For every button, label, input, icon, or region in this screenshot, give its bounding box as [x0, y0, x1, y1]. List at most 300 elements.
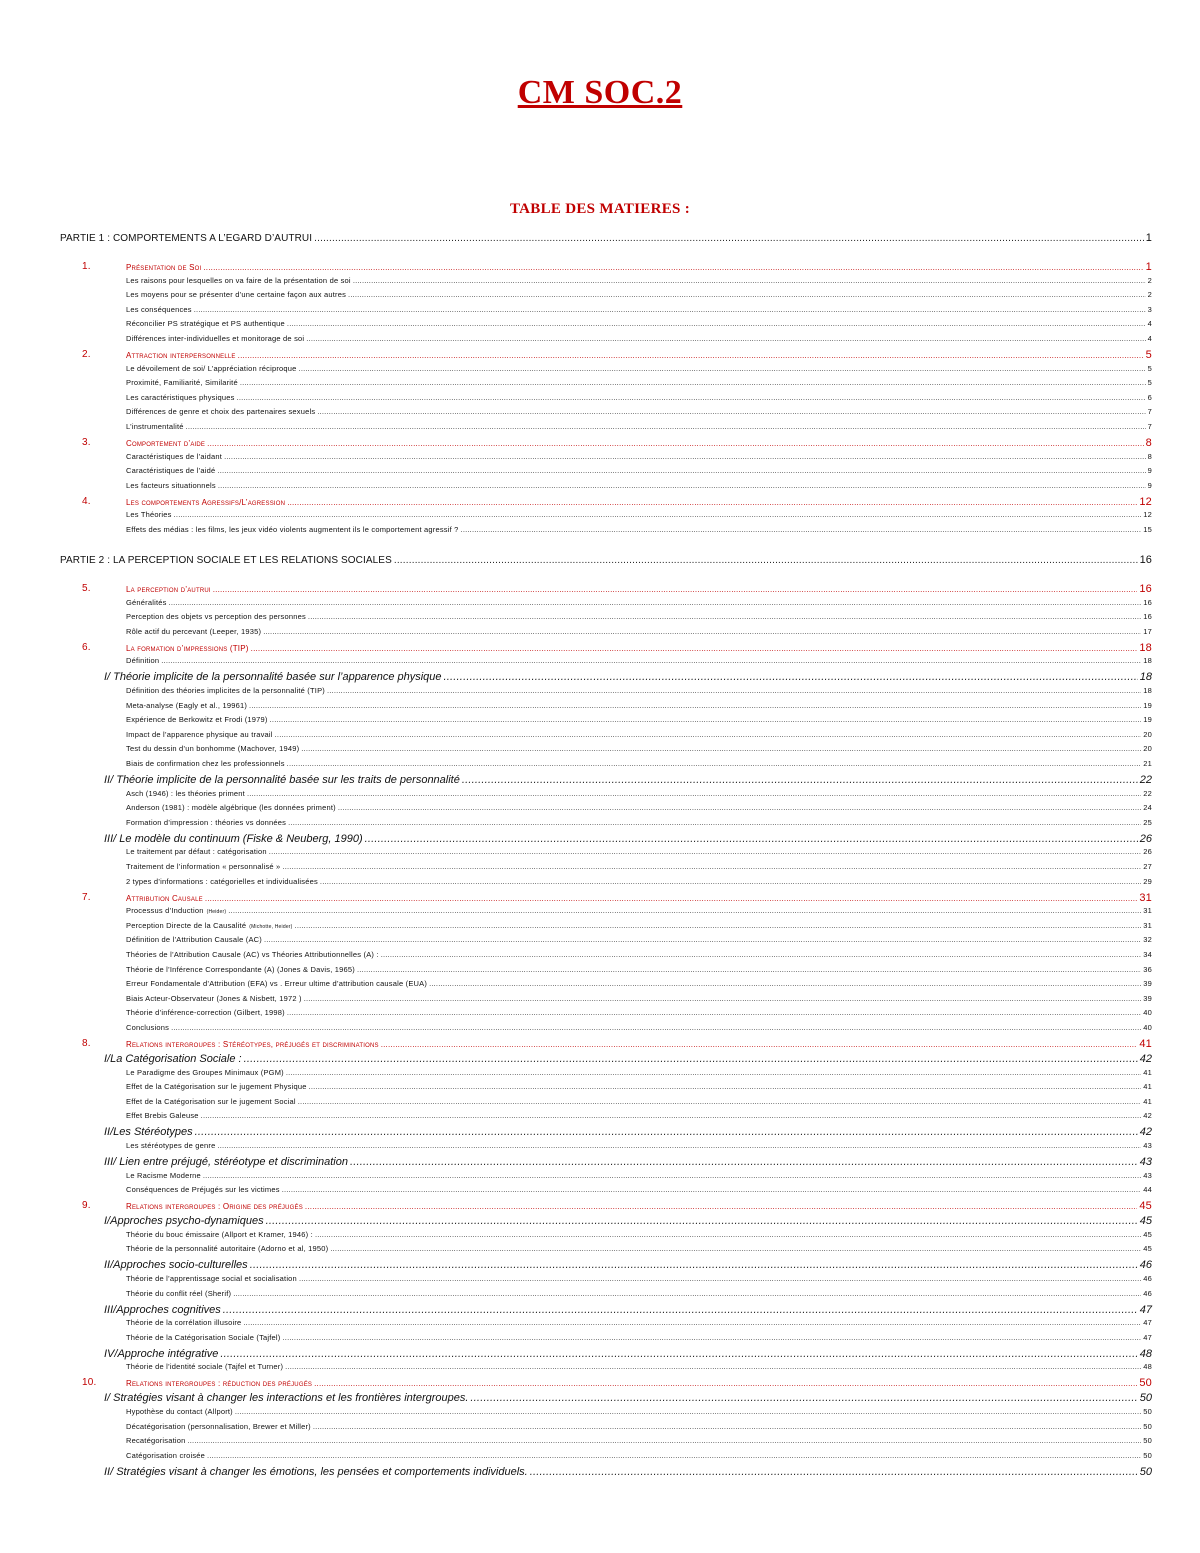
toc-entry-section[interactable]: [82, 349, 1152, 361]
toc-entry-item[interactable]: [126, 1274, 1152, 1283]
toc-heading: TABLE DES MATIERES :: [509, 201, 691, 217]
toc-section-number: 7.: [82, 891, 91, 903]
toc-entry-label: Effet de la Catégorisation sur le jugement Social: [126, 1096, 296, 1106]
toc-section-number: 3.: [82, 437, 91, 448]
toc-page-number: 36: [1143, 964, 1152, 974]
toc-entry-label: Rôle actif du percevant (Leeper, 1935): [126, 626, 262, 636]
toc-entry-label: I/ Stratégies visant à changer les interactions et les frontières intergroupes.: [104, 1392, 469, 1405]
toc-entry-label: Impact de l’apparence physique au travail: [126, 729, 273, 739]
toc-page-number: 26: [1139, 832, 1152, 845]
toc-entry-label: Théorie de la personnalité autoritaire (Adorno et al, 1950): [126, 1244, 329, 1254]
toc-entry-item[interactable]: [126, 525, 1152, 534]
toc-page-number: 5: [1147, 378, 1152, 388]
toc-entry-item[interactable]: [126, 1141, 1152, 1150]
toc-entry-label: Les comportements Agressifs/L’agression: [126, 497, 286, 507]
toc-entry-item[interactable]: [126, 759, 1152, 768]
toc-entry-label: Traitement de l’information « personnalisé »: [126, 862, 281, 871]
toc-entry-label: Théorie de l’Inférence Correspondante (A) (Jones & Davis, 1965): [126, 964, 355, 974]
toc-page-number: 1: [1145, 232, 1152, 244]
toc-dot-leader: [299, 1274, 1141, 1283]
toc-dot-leader: [338, 803, 1141, 812]
toc-entry-section[interactable]: [82, 1038, 1152, 1050]
toc-entry-label: Recatégorisation: [126, 1436, 186, 1446]
toc-dot-leader: [287, 1008, 1141, 1017]
toc-dot-leader: [266, 1215, 1138, 1227]
toc-entry-label: Définition: [126, 656, 160, 666]
toc-entry-roman[interactable]: [104, 774, 1152, 786]
toc-entry-label: Effet de la Catégorisation sur le jugement Physique: [126, 1082, 307, 1092]
toc-dot-leader: [205, 894, 1138, 903]
toc-entry-label: Théorie de la corrélation illusoire: [126, 1318, 242, 1328]
toc-entry-label: Théorie de l’apprentissage social et socialisation: [126, 1274, 297, 1283]
toc-page-number: 48: [1143, 1362, 1152, 1372]
toc-page-number: 46: [1143, 1288, 1152, 1298]
toc-page-number: 16: [1143, 612, 1152, 622]
toc-section-number: 2.: [82, 349, 91, 360]
toc-entry-item[interactable]: [126, 921, 1152, 930]
toc-dot-leader: [207, 1451, 1141, 1460]
toc-dot-leader: [313, 1422, 1141, 1431]
toc-page-number: 45: [1139, 1215, 1152, 1228]
toc-entry-label: Attribution Causale: [126, 893, 203, 903]
toc-entry-item[interactable]: [126, 965, 1152, 974]
toc-page-number: 50: [1143, 1421, 1152, 1431]
toc-page-number: 7: [1147, 422, 1152, 431]
toc-dot-leader: [298, 1097, 1141, 1106]
toc-page-number: 50: [1139, 1392, 1152, 1405]
toc-dot-leader: [381, 950, 1142, 959]
toc-entry-roman[interactable]: [104, 1156, 1152, 1168]
toc-dot-leader: [228, 906, 1141, 915]
toc-page-number: 18: [1143, 656, 1152, 666]
toc-entry-item[interactable]: [126, 1068, 1152, 1077]
toc-entry-label: Les conséquences: [126, 304, 192, 314]
toc-entry-label: Les Théories: [126, 510, 172, 520]
toc-entry-item[interactable]: [126, 1318, 1152, 1327]
toc-entry-roman[interactable]: [104, 1126, 1152, 1138]
toc-page-number: 27: [1143, 862, 1152, 871]
toc-entry-label: Les caractéristiques physiques: [126, 392, 235, 402]
toc-entry-label: La perception d’autrui: [126, 585, 211, 594]
toc-page-number: 25: [1143, 817, 1152, 827]
toc-entry-item[interactable]: [126, 481, 1152, 490]
toc-entry-label: Théorie du bouc émissaire (Allport et Kramer, 1946) :: [126, 1229, 313, 1239]
toc-entry-item[interactable]: [126, 276, 1152, 285]
toc-page-number: 50: [1139, 1465, 1152, 1478]
toc-entry-item[interactable]: [126, 598, 1152, 607]
toc-entry-label: Différences inter-individuelles et monitorage de soi: [126, 334, 305, 343]
toc-dot-leader: [295, 921, 1142, 930]
toc-page-number: 26: [1143, 847, 1152, 857]
toc-page-number: 5: [1147, 363, 1152, 373]
toc-page-number: 32: [1143, 935, 1152, 945]
toc-entry-item[interactable]: [126, 789, 1152, 798]
toc-page-number: 22: [1139, 774, 1152, 786]
toc-page-number: 43: [1143, 1141, 1152, 1150]
toc-dot-leader: [244, 1053, 1138, 1065]
toc-entry-item[interactable]: [126, 1111, 1152, 1120]
toc-dot-leader: [301, 744, 1141, 753]
toc-entry-part[interactable]: [60, 554, 1152, 566]
toc-dot-leader: [350, 1156, 1138, 1168]
toc-dot-leader: [308, 612, 1141, 621]
toc-page-number: 8: [1147, 451, 1152, 461]
toc-dot-leader: [283, 1333, 1142, 1342]
toc-entry-item[interactable]: [126, 612, 1152, 621]
toc-entry-label: Le Racisme Moderne: [126, 1170, 201, 1180]
toc-entry-item[interactable]: [126, 1244, 1152, 1253]
toc-entry-section[interactable]: [82, 891, 1152, 904]
toc-dot-leader: [207, 439, 1144, 448]
toc-entry-roman[interactable]: [104, 833, 1152, 845]
toc-page-number: 2: [1147, 275, 1152, 285]
toc-dot-leader: [304, 994, 1142, 1003]
toc-page-number: 5: [1145, 349, 1152, 361]
toc-entry-item[interactable]: [126, 1451, 1152, 1460]
toc-entry-item[interactable]: [126, 1171, 1152, 1180]
toc-entry-label: I/Approches psycho-dynamiques: [104, 1215, 264, 1228]
toc-section-number: 5.: [82, 583, 91, 594]
toc-dot-leader: [286, 1068, 1141, 1077]
toc-entry-label: Formation d’impression : théories vs données: [126, 817, 287, 827]
toc-page-number: 7: [1147, 407, 1152, 417]
toc-page-number: 6: [1147, 392, 1152, 402]
toc-entry-item[interactable]: [126, 1422, 1152, 1431]
toc-entry-label: Le dévoilement de soi/ L’appréciation réciproque: [126, 363, 297, 373]
toc-section-number: 4.: [82, 495, 91, 507]
toc-entry-item[interactable]: [126, 950, 1152, 959]
toc-dot-leader: [203, 1171, 1141, 1180]
toc-dot-leader: [429, 979, 1141, 988]
toc-entry-item[interactable]: [126, 715, 1152, 724]
toc-entry-section[interactable]: [82, 1200, 1152, 1213]
toc-page-number: 46: [1139, 1259, 1152, 1272]
toc-dot-leader: [247, 789, 1141, 798]
toc-entry-label: Théorie de la Catégorisation Sociale (Tajfel): [126, 1332, 281, 1342]
toc-page-number: 9: [1147, 480, 1152, 490]
toc-entry-item[interactable]: [126, 407, 1152, 416]
toc-entry-roman[interactable]: [104, 1348, 1152, 1360]
toc-entry-roman[interactable]: [104, 1466, 1152, 1478]
toc-entry-label: Définition de l’Attribution Causale (AC): [126, 935, 262, 945]
toc-dot-leader: [195, 1126, 1138, 1138]
toc-dot-leader: [285, 1362, 1141, 1371]
toc-entry-label: Erreur Fondamentale d’Attribution (EFA) vs . Erreur ultime d’attribution causale (EUA): [126, 979, 428, 989]
toc-entry-subnote: (Heider): [206, 909, 227, 916]
toc-entry-label: I/La Catégorisation Sociale :: [104, 1053, 242, 1065]
toc-entry-item[interactable]: [126, 803, 1152, 812]
toc-entry-label: Le Paradigme des Groupes Minimaux (PGM): [126, 1067, 284, 1077]
toc-dot-leader: [275, 730, 1142, 739]
toc-dot-leader: [317, 407, 1145, 416]
toc-page-number: 2: [1147, 290, 1152, 300]
toc-entry-label: II/Les Stéréotypes: [104, 1126, 193, 1139]
toc-page-number: 39: [1143, 993, 1152, 1003]
toc-page-number: 21: [1143, 759, 1152, 768]
toc-dot-leader: [394, 555, 1138, 566]
toc-dot-leader: [224, 452, 1146, 461]
toc-page-number: 4: [1147, 334, 1152, 343]
toc-page-number: 40: [1143, 1008, 1152, 1018]
toc-entry-item[interactable]: [126, 290, 1152, 299]
toc-entry-label: Attraction interpersonnelle: [126, 351, 236, 360]
toc-entry-label: Effets des médias : les films, les jeux vidéo violents augmentent ils le comportement agressif ?: [126, 525, 459, 534]
toc-page-number: 12: [1143, 510, 1152, 520]
toc-dot-leader: [217, 1141, 1141, 1150]
toc-entry-item[interactable]: [126, 627, 1152, 636]
toc-dot-leader: [288, 818, 1141, 827]
toc-page-number: 50: [1143, 1450, 1152, 1460]
toc-entry-item[interactable]: [126, 510, 1152, 519]
toc-dot-leader: [365, 833, 1138, 845]
toc-dot-leader: [299, 364, 1146, 373]
toc-dot-leader: [353, 276, 1146, 285]
toc-dot-leader: [330, 1244, 1141, 1253]
toc-page-number: 19: [1143, 715, 1152, 725]
toc-dot-leader: [161, 656, 1141, 665]
toc-page-number: 43: [1139, 1156, 1152, 1168]
toc-section-number: 9.: [82, 1200, 91, 1212]
toc-dot-leader: [264, 935, 1141, 944]
toc-dot-leader: [315, 1230, 1141, 1239]
toc-dot-leader: [530, 1466, 1138, 1478]
toc-entry-item[interactable]: [126, 818, 1152, 827]
toc-entry-label: Biais de confirmation chez les professionnels: [126, 759, 285, 768]
toc-page-number: 19: [1143, 700, 1152, 710]
toc-page-number: 34: [1143, 950, 1152, 959]
toc-entry-roman[interactable]: [104, 1053, 1152, 1065]
toc-entry-item[interactable]: [126, 730, 1152, 739]
toc-entry-item[interactable]: [126, 319, 1152, 328]
toc-entry-label: Théorie du conflit réel (Sherif): [126, 1288, 232, 1298]
toc-entry-section[interactable]: [82, 495, 1152, 508]
toc-dot-leader: [314, 233, 1144, 244]
toc-entry-label: 2 types d’informations : catégorielles et individualisées: [126, 876, 318, 886]
toc-entry-label: II/Approches socio-culturelles: [104, 1259, 248, 1272]
toc-dot-leader: [287, 319, 1146, 328]
toc-entry-item[interactable]: [126, 847, 1152, 856]
toc-entry-section[interactable]: [82, 261, 1152, 273]
toc-entry-label: Processus d’Induction: [126, 906, 204, 916]
toc-page-number: 22: [1143, 788, 1152, 798]
toc-dot-leader: [270, 715, 1142, 724]
toc-entry-label: Différences de genre et choix des partenaires sexuels: [126, 407, 316, 417]
toc-dot-leader: [218, 481, 1146, 490]
toc-page-number: 18: [1139, 641, 1152, 654]
toc-dot-leader: [203, 263, 1143, 272]
toc-page-number: 47: [1143, 1332, 1152, 1342]
toc-entry-item[interactable]: [126, 1289, 1152, 1298]
toc-entry-item[interactable]: [126, 979, 1152, 988]
toc-entry-item[interactable]: [126, 452, 1152, 461]
toc-entry-item[interactable]: [126, 1333, 1152, 1342]
toc-entry-label: Les facteurs situationnels: [126, 480, 216, 490]
toc-page-number: 20: [1143, 729, 1152, 739]
toc-entry-section[interactable]: [82, 1377, 1152, 1390]
toc-entry-roman[interactable]: [104, 1392, 1152, 1404]
toc-page-number: 48: [1139, 1347, 1152, 1360]
toc-entry-item[interactable]: [126, 1008, 1152, 1017]
toc-dot-leader: [238, 351, 1144, 360]
toc-entry-item[interactable]: [126, 1230, 1152, 1239]
toc-entry-section[interactable]: [82, 583, 1152, 595]
toc-dot-leader: [186, 422, 1146, 431]
toc-page-number: 44: [1143, 1185, 1152, 1195]
toc-entry-roman[interactable]: [104, 671, 1152, 683]
toc-page-number: 3: [1147, 304, 1152, 314]
toc-entry-label: PARTIE 2 : LA PERCEPTION SOCIALE ET LES RELATIONS SOCIALES: [60, 555, 392, 566]
toc-dot-leader: [348, 290, 1146, 299]
toc-dot-leader: [187, 1436, 1141, 1445]
toc-entry-item[interactable]: [126, 994, 1152, 1003]
toc-dot-leader: [287, 498, 1137, 507]
toc-page-number: 43: [1143, 1170, 1152, 1180]
toc-entry-label: Perception Directe de la Causalité: [126, 920, 247, 930]
toc-entry-item[interactable]: [126, 466, 1152, 475]
toc-entry-label: III/ Lien entre préjugé, stéréotype et discrimination: [104, 1156, 348, 1168]
toc-entry-label: Test du dessin d’un bonhomme (Machover, 1949): [126, 744, 300, 754]
toc-page-number: 41: [1143, 1067, 1152, 1077]
toc-entry-item[interactable]: [126, 334, 1152, 343]
toc-dot-leader: [287, 759, 1142, 768]
toc-dot-leader: [309, 1082, 1142, 1091]
toc-dot-leader: [237, 393, 1146, 402]
toc-dot-leader: [461, 525, 1142, 534]
toc-dot-leader: [250, 1259, 1138, 1271]
toc-entry-item[interactable]: [126, 935, 1152, 944]
toc-page-number: 41: [1143, 1082, 1152, 1092]
toc-page-number: 29: [1143, 876, 1152, 886]
toc-entry-label: Catégorisation croisée: [126, 1450, 206, 1460]
toc-section-number: 10.: [82, 1377, 97, 1389]
toc-entry-item[interactable]: [126, 1097, 1152, 1106]
toc-page-number: 50: [1143, 1436, 1152, 1446]
toc-entry-item[interactable]: [126, 422, 1152, 431]
toc-entry-part[interactable]: [60, 232, 1152, 244]
toc-dot-leader: [194, 305, 1146, 314]
toc-entry-label: Généralités: [126, 597, 167, 607]
toc-section-number: 8.: [82, 1038, 91, 1049]
toc-entry-label: La formation d’impressions (TIP): [126, 643, 249, 653]
toc-entry-label: Conséquences de Préjugés sur les victimes: [126, 1185, 280, 1195]
toc-dot-leader: [320, 877, 1141, 886]
toc-page-number: 50: [1143, 1407, 1152, 1416]
toc-page-number: 16: [1139, 583, 1152, 595]
toc-entry-roman[interactable]: [104, 1259, 1152, 1271]
toc-page-number: 45: [1139, 1200, 1152, 1213]
toc-dot-leader: [305, 1202, 1137, 1211]
toc-dot-leader: [217, 466, 1145, 475]
toc-page-number: 17: [1143, 626, 1152, 636]
toc-dot-leader: [470, 1392, 1137, 1404]
toc-entry-label: Caractéristiques de l’aidé: [126, 466, 216, 476]
toc-entry-label: III/Approches cognitives: [104, 1303, 221, 1316]
toc-entry-label: Conclusions: [126, 1023, 170, 1032]
toc-entry-label: L’instrumentalité: [126, 422, 184, 431]
toc-page-number: 42: [1139, 1126, 1152, 1139]
toc-entry-label: Perception des objets vs perception des personnes: [126, 612, 306, 622]
toc-entry-item[interactable]: [126, 862, 1152, 871]
toc-entry-label: Comportement d’aide: [126, 439, 206, 448]
toc-entry-item[interactable]: [126, 364, 1152, 373]
toc-entry-label: I/ Théorie implicite de la personnalité basée sur l’apparence physique: [104, 671, 442, 684]
toc-page-number: 1: [1145, 261, 1152, 273]
toc-entry-item[interactable]: [126, 744, 1152, 753]
toc-entry-item[interactable]: [126, 656, 1152, 665]
toc-entry-item[interactable]: [126, 701, 1152, 710]
toc-dot-leader: [213, 585, 1138, 594]
toc-dot-leader: [243, 1318, 1141, 1327]
toc-entry-label: Caractéristiques de l’aidant: [126, 451, 223, 461]
toc-page-number: 24: [1143, 803, 1152, 813]
toc-entry-label: Théories de l’Attribution Causale (AC) vs Théories Attributionnelles (A) :: [126, 950, 379, 959]
toc-page-number: 45: [1143, 1229, 1152, 1239]
toc-dot-leader: [251, 644, 1138, 653]
toc-dot-leader: [220, 1348, 1137, 1360]
toc-page-number: 50: [1139, 1377, 1152, 1390]
toc-dot-leader: [171, 1023, 1141, 1032]
toc-entry-label: Expérience de Berkowitz et Frodi (1979): [126, 715, 268, 725]
toc-entry-label: Effet Brebis Galeuse: [126, 1111, 199, 1121]
toc-entry-label: Le traitement par défaut : catégorisation: [126, 847, 267, 857]
toc-entry-item[interactable]: [126, 1362, 1152, 1371]
toc-entry-item[interactable]: [126, 1082, 1152, 1091]
toc-entry-section[interactable]: [82, 641, 1152, 654]
toc-section-number: 1.: [82, 261, 91, 272]
toc-dot-leader: [263, 627, 1141, 636]
toc-entry-label: Théorie d’inférence-correction (Gilbert, 1998): [126, 1008, 285, 1018]
toc-page-number: 47: [1143, 1318, 1152, 1328]
toc-entry-item[interactable]: [126, 1407, 1152, 1416]
toc-entry-roman[interactable]: [104, 1304, 1152, 1316]
toc-entry-label: II/ Stratégies visant à changer les émotions, les pensées et comportements individuels.: [104, 1465, 528, 1478]
toc-entry-item[interactable]: [126, 906, 1152, 915]
toc-entry-label: III/ Le modèle du continuum (Fiske & Neuberg, 1990): [104, 832, 363, 845]
toc-entry-item[interactable]: [126, 877, 1152, 886]
toc-entry-item[interactable]: [126, 305, 1152, 314]
toc-page-number: 12: [1139, 495, 1152, 508]
toc-entry-item[interactable]: [126, 378, 1152, 387]
toc-entry-label: Proximité, Familiarité, Similarité: [126, 378, 238, 388]
toc-entry-item[interactable]: [126, 1436, 1152, 1445]
toc-page-number: 40: [1143, 1023, 1152, 1032]
toc-page-number: 8: [1145, 437, 1152, 449]
toc-page-number: 41: [1143, 1096, 1152, 1106]
toc-page-number: 47: [1139, 1303, 1152, 1316]
toc-entry-item[interactable]: [126, 393, 1152, 402]
toc-entry-label: Relations intergroupes : réduction des préjugés: [126, 1379, 313, 1389]
toc-entry-label: Relations intergroupes : Origine des préjugés: [126, 1202, 303, 1212]
document-title: CM SOC.2: [517, 74, 683, 111]
toc-entry-label: Les moyens pour se présenter d’une certaine façon aux autres: [126, 290, 347, 300]
toc-entry-label: II/ Théorie implicite de la personnalité basée sur les traits de personnalité: [104, 774, 460, 786]
toc-dot-leader: [381, 1040, 1138, 1049]
toc-entry-label: Anderson (1981) : modèle algébrique (les données priment): [126, 803, 336, 813]
toc-dot-leader: [314, 1379, 1137, 1388]
toc-entry-item[interactable]: [126, 1185, 1152, 1194]
toc-page-number: 4: [1147, 319, 1152, 329]
toc-entry-label: Présentation de Soi: [126, 263, 202, 272]
toc-entry-item[interactable]: [126, 686, 1152, 695]
toc-entry-label: Théorie de l’identité sociale (Tajfel et Turner): [126, 1362, 284, 1372]
toc-entry-section[interactable]: [82, 437, 1152, 449]
toc-entry-roman[interactable]: [104, 1215, 1152, 1227]
toc-page-number: 31: [1143, 920, 1152, 930]
toc-entry-item[interactable]: [126, 1023, 1152, 1032]
toc-dot-leader: [169, 598, 1142, 607]
toc-page-number: 31: [1143, 906, 1152, 916]
toc-page-number: 18: [1143, 686, 1152, 695]
